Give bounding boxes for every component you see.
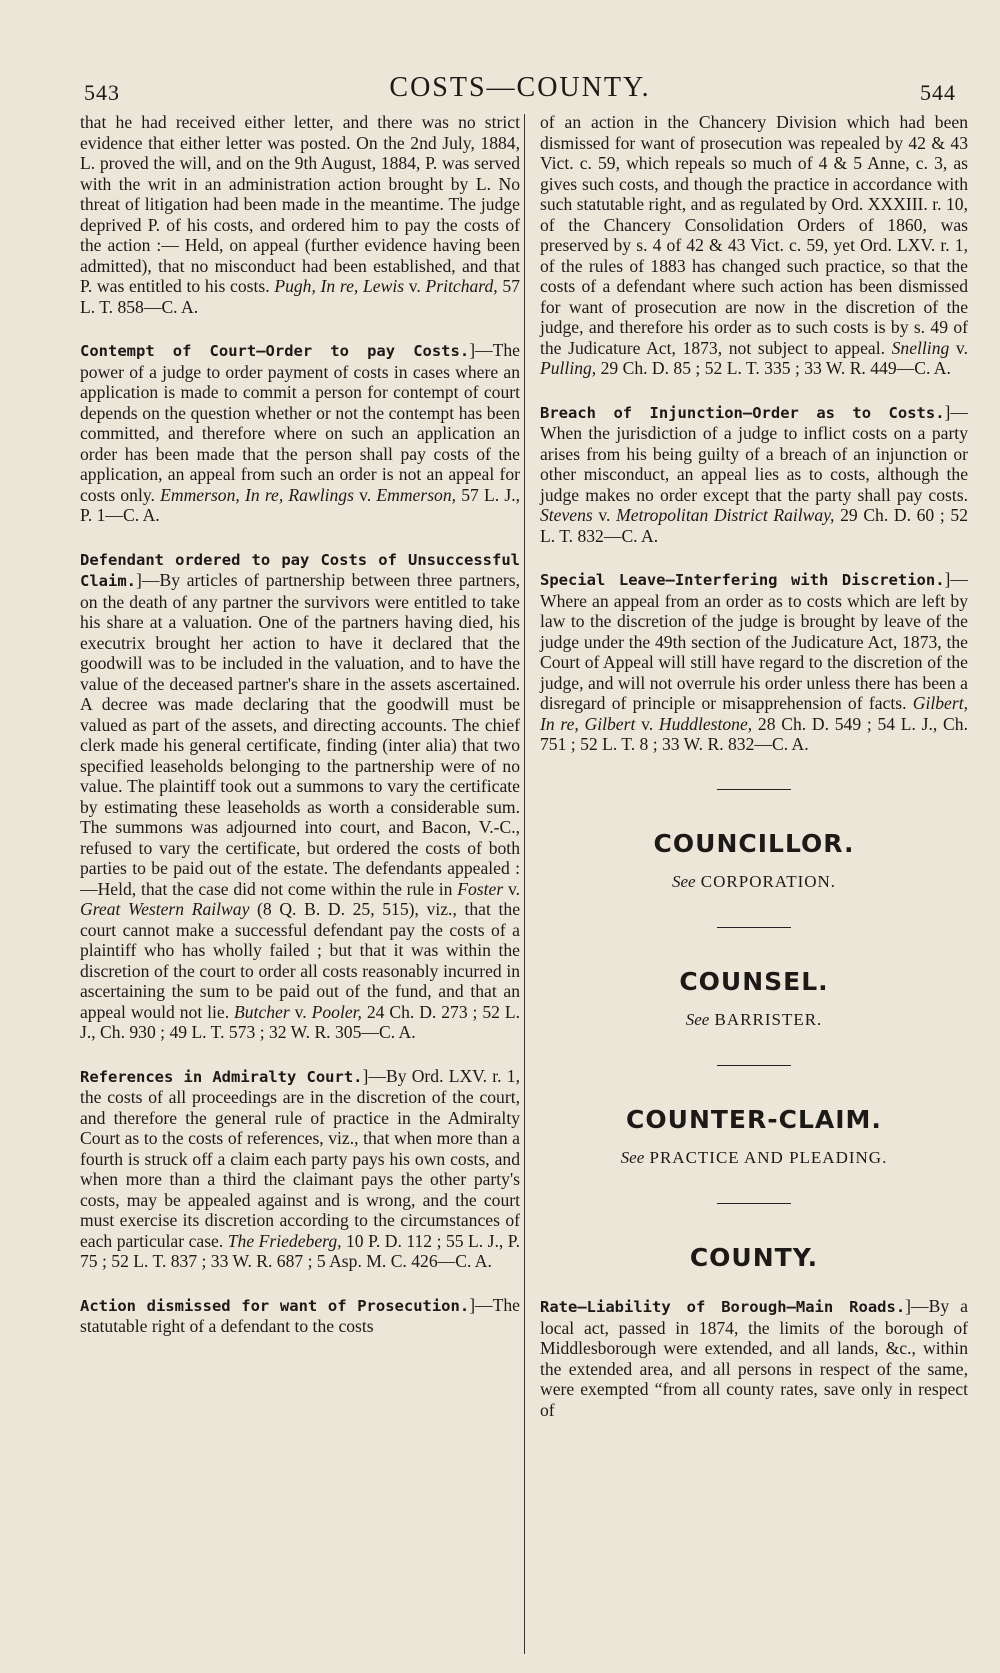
case-citation: Snelling	[891, 337, 950, 358]
section-separator	[717, 1065, 791, 1066]
paragraph-text: ]—By articles of partnership between three partners, on the death of any partner the survivors were entitled to take his share at a valuation. One of the partners having died, his executrix brought her action to have it declared that the goodwill was to be included in the valuation, and to have the value of the deceased partner's share in the assets ascertained. A decree was made declaring that the goodwill must be valued as part of the assets, and directing accounts. The chief clerk made his general certificate, finding (inter alia) that two specified leaseholds belonging to the partnership were of no value. The plaintiff took out a summons to vary the certificate by estimating these leaseholds as worth a considerable sum. The summons was adjourned into court, and Bacon, V.-C., refused to vary the certificate, but ordered the costs of both parties to be paid out of the estate. The defendants appealed :—Held, that the case did not come within the rule in	[80, 570, 520, 899]
column-divider	[524, 114, 525, 1654]
citation-text: v.	[503, 878, 520, 899]
paragraph-heading: Rate—Liability of Borough—Main Roads.	[540, 1298, 906, 1316]
case-citation: Huddlestone,	[658, 713, 753, 734]
section-separator	[717, 1203, 791, 1204]
running-title: COSTS—COUNTY.	[389, 72, 651, 103]
paragraph-contempt	[80, 340, 520, 526]
citation-reference: 29 Ch. D. 85 ; 52 L. T. 335 ; 33 W. R. 449—C. A.	[596, 358, 951, 378]
paragraph-text: ]—Where an appeal from an order as to costs which are left by law to the discretion of the judge is brought by leave of the judge under the 49th section of the Judicature Act, 1873, the Court of Appeal will still have regard to the discretion of the judge, and will not overrule his order unless there has been a disregard of principle or misapprehension of facts.	[540, 569, 968, 713]
paragraph-heading: Action dismissed for want of Prosecution.	[80, 1296, 470, 1315]
paragraph-text: (8 Q. B. D. 25, 515), viz., that the court cannot make a successful defendant pay the costs of a plaintiff who has wholly failed ; but that it was within the discretion of the court to order all costs reasonably incurred in ascertaining the sum to be paid out of the fund, and that an appeal would not lie.	[80, 899, 521, 1022]
case-citation: Great Western Railway	[80, 899, 250, 919]
running-header	[80, 66, 960, 106]
paragraph-text: that he had received either letter, and there was no strict evidence that either letter was posted. On the 2nd July, 1884, L. proved the will, and on the 9th August, 1884, P. was served with the writ in an administration action brought by L. No threat of litigation had been made in the meantime. The judge deprived P. of his costs, and ordered him to pay the costs of the action :— Held, on appeal (further evidence having been admitted), that no misconduct had been established, and that P. was entitled to his costs.	[80, 112, 520, 296]
cross-reference-target: PRACTICE AND PLEADING.	[649, 1148, 888, 1167]
paragraph-heading: References in Admiralty Court.	[80, 1067, 363, 1086]
case-citation: Metropolitan District Railway,	[616, 505, 835, 525]
section-title-county: COUNTY.	[689, 1242, 819, 1272]
paragraph-text: ]—By a local act, passed in 1874, the limits of the borough of Middlesborough were extended, and all lands, &c., within the extended area, and all persons in respect of the same, were exempted “from all county rates, save only in respect of	[540, 1296, 968, 1420]
citation-reference: 10 P. D. 112 ; 55 L. J., P. 75 ; 52 L. T. 837 ; 33 W. R. 687 ; 5 Asp. M. C. 426—C. A.	[80, 1230, 520, 1271]
section-title-councillor: COUNCILLOR.	[653, 828, 855, 858]
paragraph-heading: Special Leave—Interfering with Discretion.	[540, 571, 945, 589]
case-citation: Pugh, In re, Lewis	[274, 276, 405, 296]
section-separator	[717, 789, 791, 790]
case-citation: Foster	[457, 878, 504, 899]
cross-reference-target: BARRISTER.	[714, 1010, 823, 1029]
citation-reference: 57 L. J., P. 1—C. A.	[80, 484, 520, 525]
paragraph-text: ]—By Ord. LXV. r. 1, the costs of all proceedings are in the discretion of the court, and therefore the general rule of practice in the Admiralty Court as to the costs of references, viz., that when more than a fourth is struck off a claim each party pays his own costs, and when more than a third the claimant pays the other party's costs, may be appealed against and is wrong, and the court must exercise its discretion according to the circumstances of each particular case.	[80, 1065, 520, 1251]
paragraph-text: of an action in the Chancery Division which had been dismissed for want of prosecution was repealed by 42 & 43 Vict. c. 59, which repeals so much of 4 & 5 Anne, c. 3, as gives such costs, and though the practice in accordance with such statutable right, and as regulated by Ord. XXXIII. r. 10, of the Chancery Consolidation Orders of 1860, was preserved by s. 4 of 42 & 43 Vict. c. 59, yet Ord. LXV. r. 1, of the rules of 1883 has changed such practice, so that the costs of a defendant where such action has been dismissed for want of prosecution are now in the discretion of the judge, and therefore his order as to such costs is by s. 49 of the Judicature Act, 1873, not subject to appeal.	[540, 112, 968, 358]
right-column	[540, 112, 968, 1420]
case-citation: Pritchard,	[425, 276, 498, 296]
cross-reference	[540, 872, 968, 893]
cross-reference-target: CORPORATION.	[700, 872, 837, 891]
paragraph-special-leave	[540, 569, 968, 755]
paragraph-admiralty	[80, 1066, 520, 1272]
page-number-right: 544	[920, 80, 956, 105]
paragraph-defendant-ordered	[80, 549, 520, 1043]
case-citation: Gilbert, In re, Gilbert	[540, 693, 968, 734]
citation-text: v.	[635, 713, 659, 734]
paragraph-heading: Breach of Injunction—Order as to Costs.	[540, 403, 945, 422]
cross-reference	[540, 1148, 968, 1169]
case-citation: Emmerson,	[376, 484, 457, 505]
citation-reference: 29 Ch. D. 60 ; 52 L. T. 832—C. A.	[540, 505, 968, 546]
citation-text: v.	[404, 276, 426, 296]
paragraph-action-dismissed	[80, 1295, 520, 1337]
paragraph-rate-liability	[540, 1296, 968, 1420]
paragraph-continued-right	[540, 112, 968, 379]
see-label: See	[671, 872, 696, 891]
section-title-counter-claim: COUNTER-CLAIM.	[626, 1104, 882, 1134]
see-label: See	[620, 1148, 645, 1167]
page-number-left: 543	[84, 80, 120, 105]
citation-reference: 24 Ch. D. 273 ; 52 L. J., Ch. 930 ; 49 L. T. 573 ; 32 W. R. 305—C. A.	[80, 1001, 520, 1042]
see-label: See	[685, 1010, 710, 1029]
paragraph-heading: Contempt of Court—Order to pay Costs.	[80, 342, 470, 360]
paragraph-heading: Defendant ordered to pay Costs of Unsuccessful Claim.	[80, 550, 520, 590]
paragraph-text: ]—The statutable right of a defendant to the costs	[80, 1294, 520, 1336]
case-citation: Butcher	[234, 1001, 290, 1022]
paragraph-text: ]—When the jurisdiction of a judge to inflict costs on a party arises from his being guilty of a breach of an injunction or other misconduct, an appeal lies as to costs, although the judge makes no order except that the party shall pay costs.	[540, 401, 968, 505]
citation-text: v.	[592, 505, 617, 525]
citation-reference: 28 Ch. D. 549 ; 54 L. J., Ch. 751 ; 52 L. T. 8 ; 33 W. R. 832—C. A.	[540, 713, 968, 754]
case-citation: Stevens	[540, 505, 593, 525]
citation-reference: 57 L. T. 858—C. A.	[80, 276, 520, 317]
case-citation: Emmerson, In re, Rawlings	[160, 484, 354, 505]
left-column	[80, 112, 520, 1337]
paragraph-text: ]—The power of a judge to order payment of costs in cases where an application is made to commit a person for contempt of court depends on the question whether or not the contempt has been committed, and therefore where on such an application an order has been made that the person shall pay costs of the application, an appeal from such an order is not an appeal for costs only.	[80, 340, 520, 505]
citation-text: v.	[353, 484, 377, 505]
citation-text: v.	[289, 1001, 312, 1022]
case-citation: Pulling,	[540, 358, 597, 378]
cross-reference	[540, 1010, 968, 1031]
section-title-counsel: COUNSEL.	[679, 966, 829, 996]
paragraph-breach-injunction	[540, 402, 968, 547]
paragraph-continued	[80, 112, 520, 317]
citation-text: v.	[949, 337, 968, 358]
case-citation: The Friedeberg,	[227, 1230, 342, 1251]
case-citation: Pooler,	[311, 1001, 362, 1022]
section-separator	[717, 927, 791, 928]
